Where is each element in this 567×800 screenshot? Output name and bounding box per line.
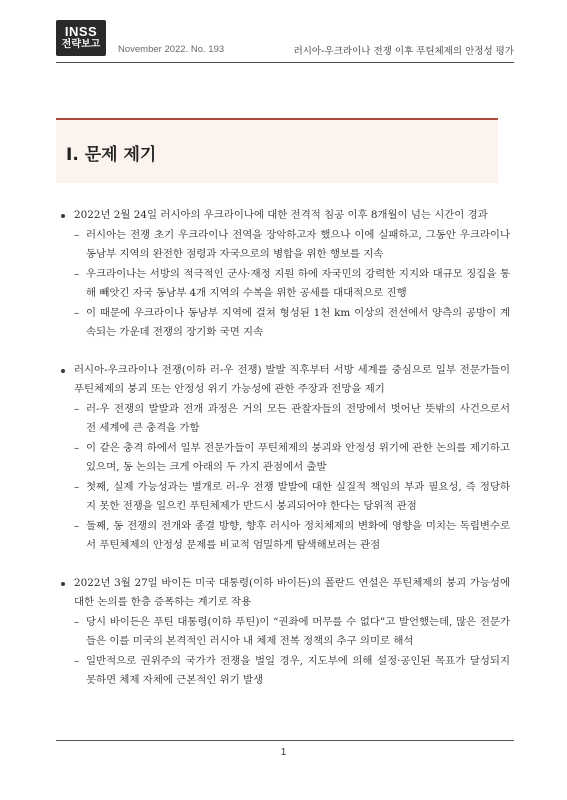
sub-item: – 첫째, 실제 가능성과는 별개로 러-우 전쟁 발발에 대한 실질적 책임의 부과 필요성, 즉 정당하지 못한 전쟁을 일으킨 푸틴체제가 반드시 붕괴되어야 한다는 당위적 관점 bbox=[74, 478, 510, 517]
page-header bbox=[56, 20, 514, 62]
inss-logo bbox=[56, 20, 106, 56]
footer-divider bbox=[56, 740, 514, 741]
section-heading-box bbox=[56, 118, 498, 183]
logo-text-top: INSS bbox=[64, 24, 98, 39]
sub-item: – 일반적으로 권위주의 국가가 전쟁을 벌일 경우, 지도부에 의해 설정·공인된 목표가 달성되지 못하면 체제 자체에 근본적인 위기 발생 bbox=[74, 652, 510, 691]
bullet-item: 러시아-우크라이나 전쟁(이하 러-우 전쟁) 발발 직후부터 서방 세계를 중심으로 일부 전문가들이 푸틴체제의 붕괴 또는 안정성 위기 가능성에 관한 주장과 전망을 제기 bbox=[60, 361, 510, 400]
body-content bbox=[60, 206, 510, 709]
header-divider bbox=[56, 62, 514, 63]
issue-label: November 2022. No. 193 bbox=[118, 44, 225, 55]
running-title: 러시아-우크라이나 전쟁 이후 푸틴체제의 안정성 평가 bbox=[293, 46, 514, 57]
sub-item: – 러시아는 전쟁 초기 우크라이나 전역을 장악하고자 했으나 이에 실패하고, 그동안 우크라이나 동남부 지역의 완전한 점령과 자국으로의 병합을 위한 행보를 지속 bbox=[74, 226, 510, 265]
sub-item: – 우크라이나는 서방의 적극적인 군사·재정 지원 하에 자국민의 강력한 지지와 대규모 징집을 통해 빼앗긴 자국 동남부 4개 지역의 수복을 위한 공세를 대대적으로 진행 bbox=[74, 265, 510, 304]
sub-item: – 이 같은 충격 하에서 일부 전문가들이 푸틴체제의 붕괴와 안정성 위기에 관한 논의를 제기하고 있으며, 동 논의는 크게 아래의 두 가지 관점에서 출발 bbox=[74, 439, 510, 478]
section-title: Ⅰ. 문제 제기 bbox=[66, 145, 157, 165]
bullet-item: 2022년 3월 27일 바이든 미국 대통령(이하 바이든)의 폴란드 연설은 푸틴체제의 붕괴 가능성에 대한 논의를 한층 증폭하는 계기로 작용 bbox=[60, 574, 510, 613]
sub-item: – 둘째, 동 전쟁의 전개와 종결 방향, 향후 러시아 정치체제의 변화에 영향을 미치는 독립변수로서 푸틴체제의 안정성 문제를 비교적 엄밀하게 탐색해보려는 관점 bbox=[74, 517, 510, 556]
bullet-item: 2022년 2월 24일 러시아의 우크라이나에 대한 전격적 침공 이후 8개월이 넘는 시간이 경과 bbox=[60, 206, 510, 226]
paragraph-group-1 bbox=[60, 206, 510, 343]
sub-item: – 이 때문에 우크라이나 동남부 지역에 걸쳐 형성된 1천 km 이상의 전선에서 양측의 공방이 계속되는 가운데 전쟁의 장기화 국면 지속 bbox=[74, 304, 510, 343]
page-number: 1 bbox=[280, 747, 287, 758]
sub-item: – 당시 바이든은 푸틴 대통령(이하 푸틴)이 “권좌에 머무를 수 없다”고 발언했는데, 많은 전문가들은 이를 미국의 본격적인 러시아 내 체제 전복 정책의 추구 의미로 해석 bbox=[74, 613, 510, 652]
paragraph-group-3 bbox=[60, 574, 510, 691]
paragraph-group-2 bbox=[60, 361, 510, 556]
sub-item: – 러-우 전쟁의 발발과 전개 과정은 거의 모든 관찰자들의 전망에서 벗어난 뜻밖의 사건으로서 전 세계에 큰 충격을 가함 bbox=[74, 400, 510, 439]
logo-text-bottom: 전략보고 bbox=[61, 39, 101, 50]
